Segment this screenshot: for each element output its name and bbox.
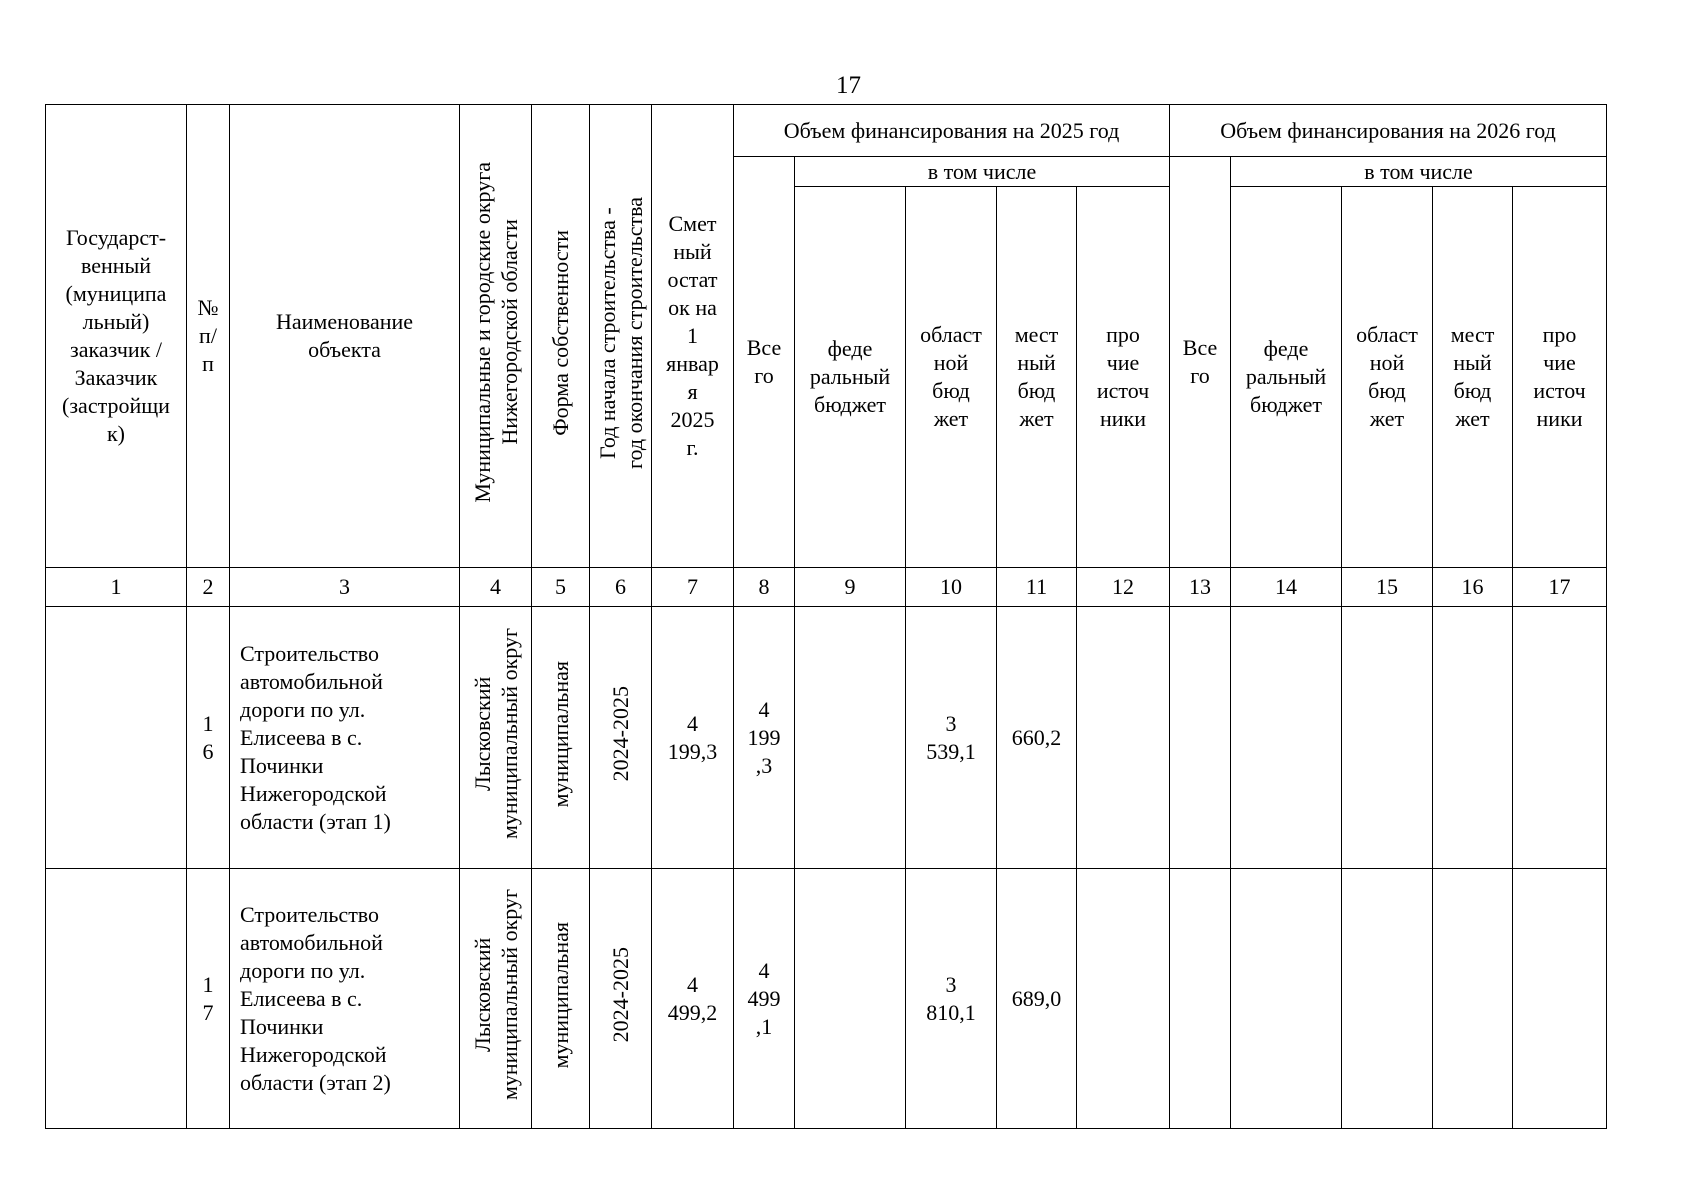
header-total-2026: Все го	[1170, 157, 1231, 568]
header-local-2026: мест ный бюд жет	[1433, 187, 1513, 568]
row-name: Строительство автомобильной дороги по ул. Елисеева в с. Починки Нижегородской области (этап 1)	[240, 640, 391, 834]
row-estimate: 4 499,2	[652, 869, 734, 1129]
column-number: 10	[906, 568, 997, 607]
row-years	[590, 869, 652, 1129]
row-municipality-text: Лысковский муниципальный округ	[469, 889, 522, 1101]
row-num: 1 7	[187, 869, 230, 1129]
header-federal-2025: феде ральный бюджет	[795, 187, 906, 568]
row-total-2025: 4 199 ,3	[734, 607, 795, 869]
header-fin-2026: Объем финансирования на 2026 год	[1170, 105, 1607, 157]
row-ownership	[532, 869, 590, 1129]
column-number: 5	[532, 568, 590, 607]
row-federal-2025	[795, 607, 906, 869]
column-number: 2	[187, 568, 230, 607]
header-municipality-text: Муниципальные и городские округа Нижегородской области	[469, 162, 522, 503]
row-other-2026	[1513, 869, 1607, 1129]
header-local-2025: мест ный бюд жет	[997, 187, 1077, 568]
header-other-2026: про чие источ ники	[1513, 187, 1607, 568]
row-federal-2026	[1231, 869, 1342, 1129]
row-regional-2025: 3 810,1	[906, 869, 997, 1129]
row-total-2025: 4 499 ,1	[734, 869, 795, 1129]
financing-table	[45, 104, 1607, 1129]
header-regional-2025: област ной бюд жет	[906, 187, 997, 568]
row-name: Строительство автомобильной дороги по ул. Елисеева в с. Починки Нижегородской области (этап 2)	[240, 901, 391, 1095]
column-number: 4	[460, 568, 532, 607]
column-number: 1	[46, 568, 187, 607]
row-local-2026	[1433, 869, 1513, 1129]
row-regional-2026	[1342, 607, 1433, 869]
header-regional-2026: област ной бюд жет	[1342, 187, 1433, 568]
header-total-2025: Все го	[734, 157, 795, 568]
header-federal-2026: феде ральный бюджет	[1231, 187, 1342, 568]
header-including-2026: в том числе	[1231, 157, 1607, 187]
row-name-cell	[230, 607, 460, 869]
row-estimate: 4 199,3	[652, 607, 734, 869]
row-years	[590, 607, 652, 869]
column-number: 8	[734, 568, 795, 607]
table-row	[46, 869, 1607, 1129]
row-local-2025: 660,2	[997, 607, 1077, 869]
row-other-2025	[1077, 607, 1170, 869]
row-federal-2025	[795, 869, 906, 1129]
row-customer	[46, 869, 187, 1129]
row-total-2026	[1170, 607, 1231, 869]
column-number: 17	[1513, 568, 1607, 607]
row-municipality	[460, 607, 532, 869]
column-numbers-row	[46, 568, 1607, 607]
header-object-name: Наименование объекта	[230, 105, 460, 568]
column-number: 7	[652, 568, 734, 607]
row-name-cell	[230, 869, 460, 1129]
row-total-2026	[1170, 869, 1231, 1129]
header-ownership	[532, 105, 590, 568]
header-municipality	[460, 105, 532, 568]
header-years	[590, 105, 652, 568]
row-other-2026	[1513, 607, 1607, 869]
row-years-text: 2024-2025	[608, 947, 633, 1043]
header-estimate-rest: Смет ный остат ок на 1 январ я 2025 г.	[652, 105, 734, 568]
row-local-2025: 689,0	[997, 869, 1077, 1129]
column-number: 3	[230, 568, 460, 607]
row-federal-2026	[1231, 607, 1342, 869]
row-municipality-text: Лысковский муниципальный округ	[469, 628, 522, 840]
row-ownership	[532, 607, 590, 869]
row-municipality	[460, 869, 532, 1129]
row-customer	[46, 607, 187, 869]
row-ownership-text: муниципальная	[548, 660, 573, 808]
table-row	[46, 607, 1607, 869]
header-customer: Государст- венный (муниципа льный) заказчик / Заказчик (застройщи к)	[46, 105, 187, 568]
header-row-1	[46, 105, 1607, 157]
row-other-2025	[1077, 869, 1170, 1129]
column-number: 14	[1231, 568, 1342, 607]
row-ownership-text: муниципальная	[548, 921, 573, 1069]
column-number: 9	[795, 568, 906, 607]
row-regional-2025: 3 539,1	[906, 607, 997, 869]
header-fin-2025: Объем финансирования на 2025 год	[734, 105, 1170, 157]
header-other-2025: про чие источ ники	[1077, 187, 1170, 568]
column-number: 13	[1170, 568, 1231, 607]
header-ownership-text: Форма собственности	[548, 229, 573, 436]
column-number: 15	[1342, 568, 1433, 607]
column-number: 16	[1433, 568, 1513, 607]
column-number: 11	[997, 568, 1077, 607]
row-local-2026	[1433, 607, 1513, 869]
row-years-text: 2024-2025	[608, 686, 633, 782]
row-num: 1 6	[187, 607, 230, 869]
page-number: 17	[836, 72, 861, 99]
column-number: 6	[590, 568, 652, 607]
header-num: № п/ п	[187, 105, 230, 568]
row-regional-2026	[1342, 869, 1433, 1129]
header-including-2025: в том числе	[795, 157, 1170, 187]
column-number: 12	[1077, 568, 1170, 607]
header-years-text: Год начала строительства - год окончания строительства	[594, 196, 647, 469]
